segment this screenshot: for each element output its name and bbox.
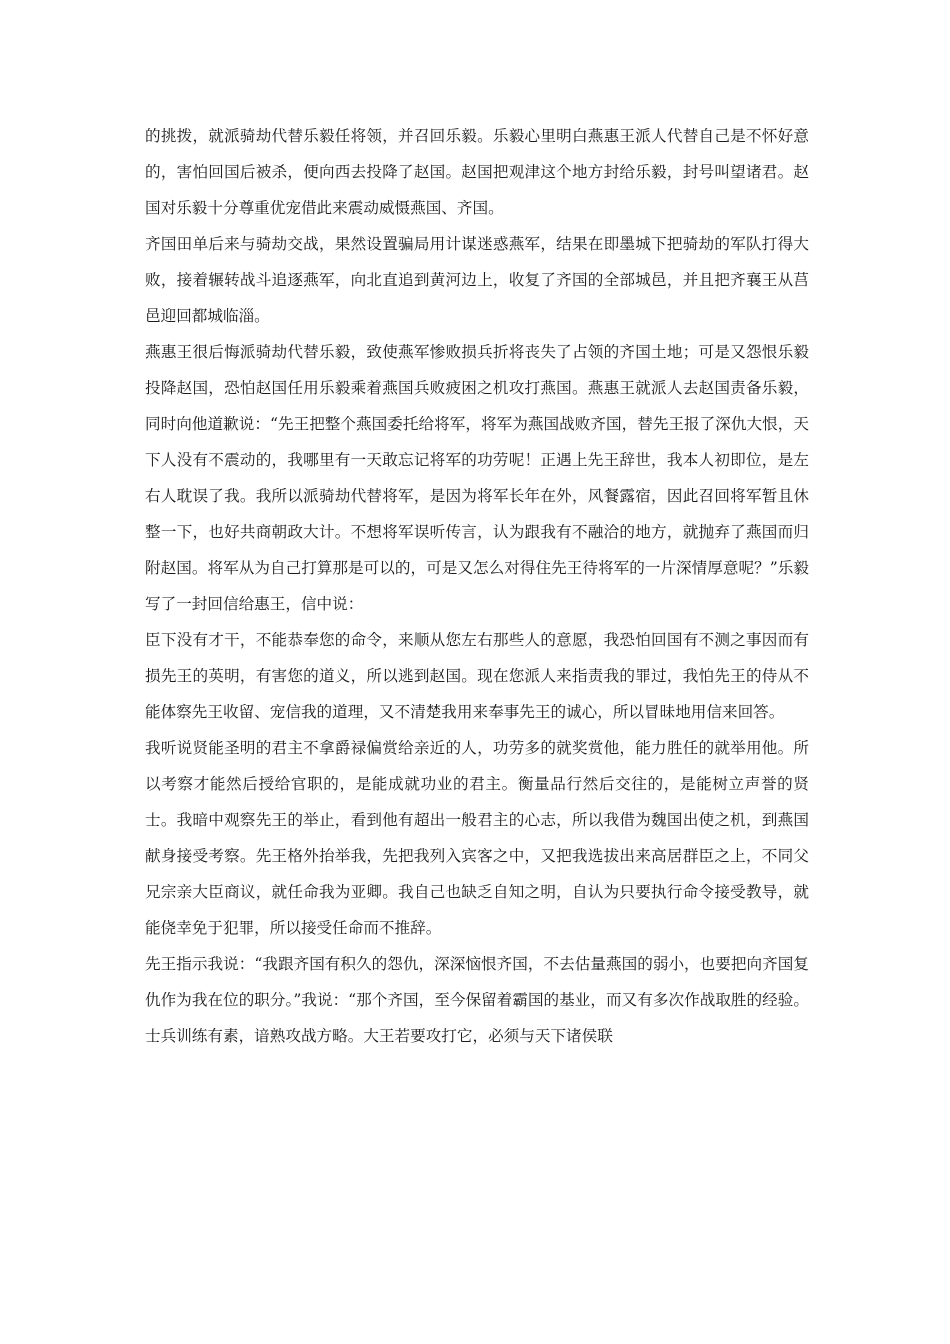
paragraph-3: 燕惠王很后悔派骑劫代替乐毅，致使燕军惨败损兵折将丧失了占领的齐国土地；可是又怨恨乐毅投降赵国，恐怕赵国任用乐毅乘着燕国兵败疲困之机攻打燕国。燕惠王就派人去赵国责备乐毅，同时向他道歉说：“先王把整个燕国委托给将军，将军为燕国战败齐国，替先王报了深仇大恨，天下人没有不震动的，我哪里有一天敢忘记将军的功劳呢！正遇上先王辞世，我本人初即位，是左右人耽误了我。我所以派骑劫代替将军，是因为将军长年在外，风餐露宿，因此召回将军暂且休整一下，也好共商朝政大计。不想将军误听传言，认为跟我有不融洽的地方，就抛弃了燕国而归附赵国。将军从为自己打算那是可以的，可是又怎么对得住先王待将军的一片深情厚意呢？”乐毅写了一封回信给惠王，信中说： xyxy=(145,343,809,613)
paragraph-5: 我听说贤能圣明的君主不拿爵禄偏赏给亲近的人，功劳多的就奖赏他，能力胜任的就举用他。所以考察才能然后授给官职的，是能成就功业的君主。衡量品行然后交往的，是能树立声誉的贤士。我暗中观察先王的举止，看到他有超出一般君主的心志，所以我借为魏国出使之机，到燕国献身接受考察。先王格外抬举我，先把我列入宾客之中，又把我选拔出来高居群臣之上，不同父兄宗亲大臣商议，就任命我为亚卿。我自己也缺乏自知之明，自认为只要执行命令接受教导，就能侥幸免于犯罪，所以接受任命而不推辞。 xyxy=(145,739,809,937)
body-text xyxy=(145,118,809,1054)
paragraph-1: 的挑拨，就派骑劫代替乐毅任将领，并召回乐毅。乐毅心里明白燕惠王派人代替自己是不怀好意的，害怕回国后被杀，便向西去投降了赵国。赵国把观津这个地方封给乐毅，封号叫望诸君。赵国对乐毅十分尊重优宠借此来震动威慑燕国、齐国。 xyxy=(145,127,809,217)
paragraph-6: 先王指示我说：“我跟齐国有积久的怨仇，深深恼恨齐国，不去估量燕国的弱小，也要把向齐国复仇作为我在位的职分。”我说：“那个齐国，至今保留着霸国的基业，而又有多次作战取胜的经验。士兵训练有素，谙熟攻战方略。大王若要攻打它，必须与天下诸侯联 xyxy=(145,955,809,1045)
paragraph-4: 臣下没有才干，不能恭奉您的命令，来顺从您左右那些人的意愿，我恐怕回国有不测之事因而有损先王的英明，有害您的道义，所以逃到赵国。现在您派人来指责我的罪过，我怕先王的侍从不能体察先王收留、宠信我的道理，又不清楚我用来奉事先王的诚心，所以冒昧地用信来回答。 xyxy=(145,631,809,721)
paragraph-2: 齐国田单后来与骑劫交战，果然设置骗局用计谋迷惑燕军，结果在即墨城下把骑劫的军队打得大败，接着辗转战斗追逐燕军，向北直追到黄河边上，收复了齐国的全部城邑，并且把齐襄王从莒邑迎回都城临淄。 xyxy=(145,235,809,325)
